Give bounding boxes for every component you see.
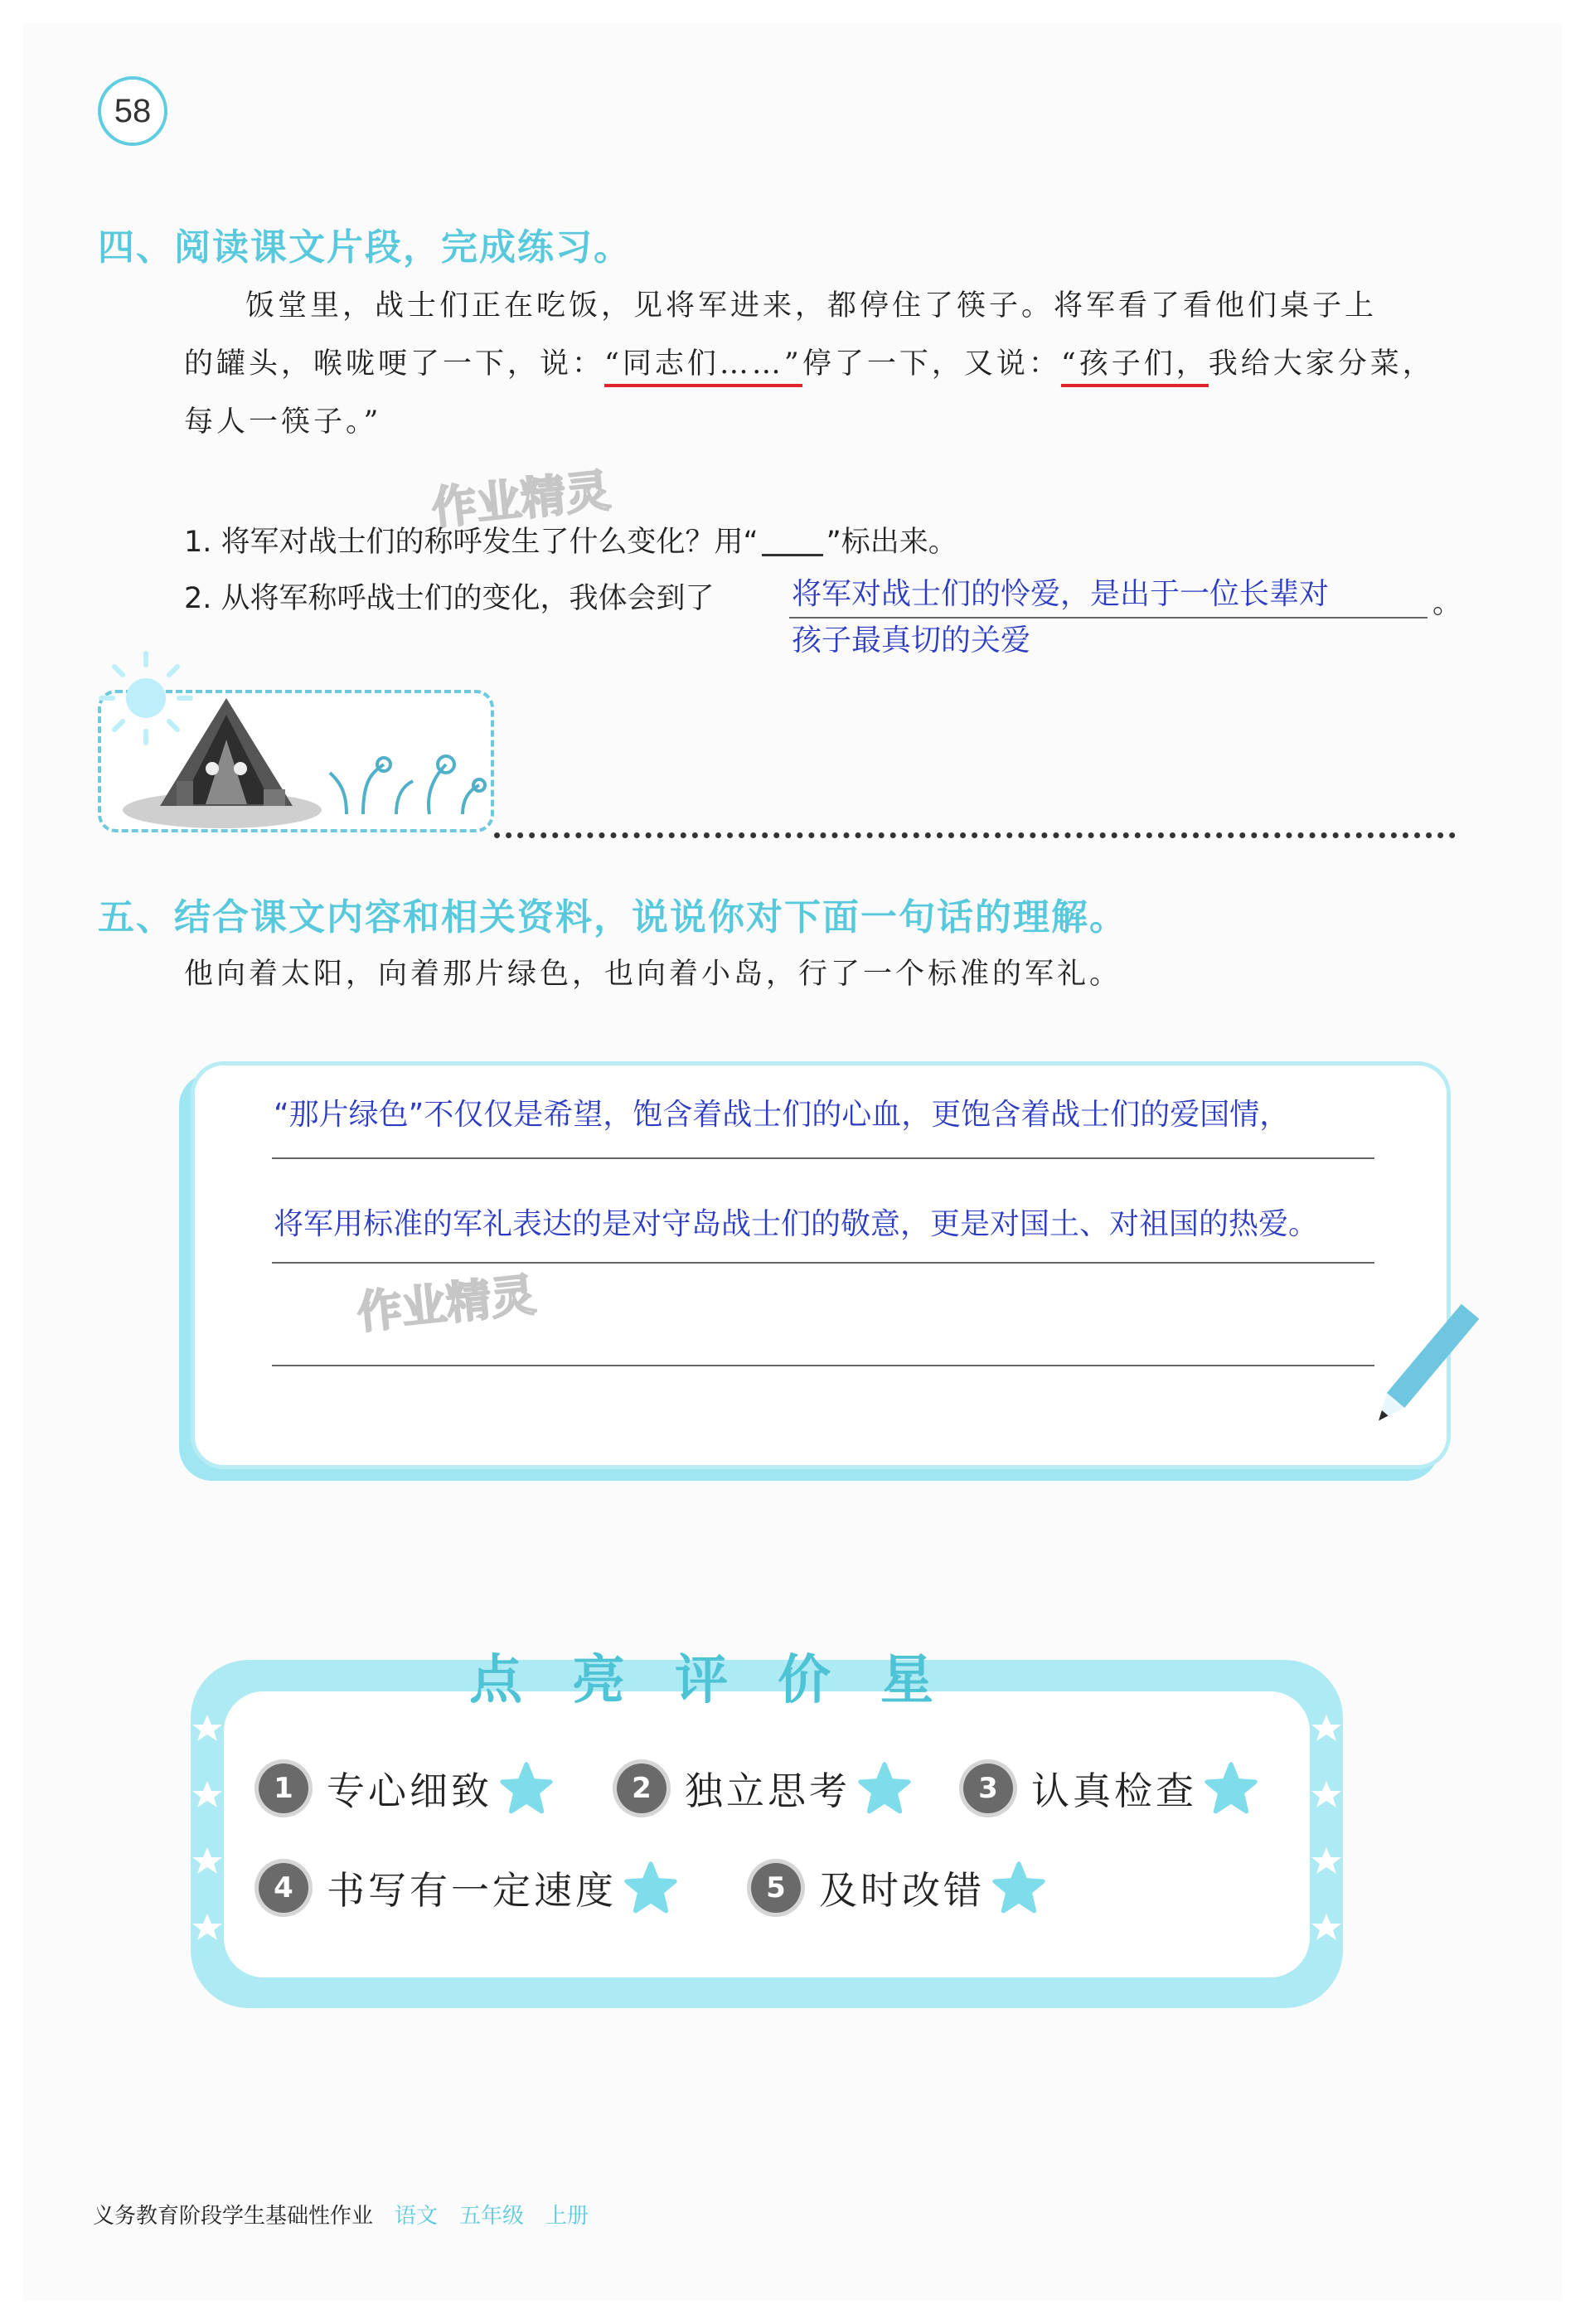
- rating-item-2[interactable]: [617, 1761, 912, 1816]
- question-2: 2. 从将军称呼战士们的变化，我体会到了: [184, 582, 715, 615]
- question-2-period: 。: [1432, 587, 1462, 620]
- decor-stars-left: [189, 1708, 225, 1990]
- rating-item-5[interactable]: [751, 1861, 1046, 1915]
- pencil-icon: [1360, 1293, 1484, 1443]
- decor-stars-right: [1308, 1708, 1345, 1990]
- answer-5-line-1: “那片绿色”不仅仅是希望，饱含着战士们的心血，更饱含着战士们的爱国情，: [274, 1098, 1290, 1132]
- star-icon[interactable]: [499, 1761, 554, 1816]
- rating-label: 书写有一定速度: [327, 1868, 617, 1913]
- writing-line-1: [272, 1157, 1374, 1159]
- footer-volume: 上册: [545, 2204, 589, 2229]
- section-5-sentence: 他向着太阳，向着那片绿色，也向着小岛，行了一个标准的军礼。: [184, 958, 1122, 991]
- rating-panel-inner: [224, 1691, 1310, 1977]
- plants-icon: [330, 756, 485, 814]
- question-1-text: 1. 将军对战士们的称呼发生了什么变化？用“: [184, 526, 759, 559]
- rating-number: 5: [751, 1863, 801, 1913]
- rating-item-1[interactable]: [259, 1761, 554, 1816]
- watermark: 作业精灵: [429, 463, 613, 536]
- question-1: [184, 519, 957, 560]
- answer-4-line-2: 孩子最真切的关爱: [792, 623, 1031, 657]
- footer-subject: 语文: [395, 2204, 439, 2229]
- underline-sample: [762, 554, 823, 556]
- passage-text: 的罐头，喉咙哽了一下，说：: [184, 347, 605, 381]
- rating-title: 点亮评价星: [469, 1650, 983, 1711]
- rating-label: 独立思考: [685, 1768, 851, 1813]
- passage-text: 停了一下，又说：: [802, 347, 1061, 381]
- passage-line-2: [184, 335, 1435, 393]
- underlined-address-children: “孩子们，: [1061, 347, 1209, 387]
- star-icon[interactable]: [623, 1861, 678, 1915]
- question-1-text-end: ”标出来。: [826, 526, 957, 559]
- section-divider: [494, 832, 1456, 838]
- footer-grade: 五年级: [459, 2204, 525, 2229]
- writing-line-3: [272, 1365, 1374, 1366]
- rating-number: 2: [617, 1764, 666, 1813]
- rating-item-3[interactable]: [963, 1761, 1258, 1816]
- page-number: 58: [98, 76, 167, 146]
- rating-item-4[interactable]: [259, 1861, 678, 1915]
- answer-4-line-1: 将军对战士们的怜爱，是出于一位长辈对: [792, 577, 1330, 611]
- footer-series: 义务教育阶段学生基础性作业: [93, 2204, 374, 2229]
- camp-illustration: [98, 648, 512, 839]
- watermark: 作业精灵: [354, 1268, 539, 1340]
- star-icon[interactable]: [991, 1861, 1046, 1915]
- passage-line-3: 每人一筷子。”: [184, 405, 382, 439]
- tent-icon: [123, 698, 322, 828]
- star-icon[interactable]: [1204, 1761, 1258, 1816]
- rating-number: 1: [259, 1764, 308, 1813]
- section-4-title: 四、阅读课文片段，完成练习。: [98, 226, 632, 269]
- rating-number: 4: [259, 1863, 308, 1913]
- answer-5-line-2: 将军用标准的军礼表达的是对守岛战士们的敬意，更是对国土、对祖国的热爱。: [274, 1207, 1319, 1241]
- footer: [93, 2199, 589, 2229]
- star-icon[interactable]: [857, 1761, 912, 1816]
- rating-label: 专心细致: [327, 1768, 492, 1813]
- rating-label: 认真检查: [1031, 1768, 1197, 1813]
- underlined-address-comrades: “同志们……”: [604, 347, 802, 387]
- rating-label: 及时改错: [819, 1868, 985, 1913]
- passage-line-1: 饭堂里，战士们正在吃饭，见将军进来，都停住了筷子。将军看了看他们桌子上: [245, 289, 1378, 323]
- sun-icon: [101, 653, 191, 743]
- rating-number: 3: [963, 1764, 1013, 1813]
- writing-line-2: [272, 1262, 1374, 1264]
- section-5-title: 五、结合课文内容和相关资料，说说你对下面一句话的理解。: [98, 896, 1127, 939]
- passage-text: 我给大家分菜，: [1208, 347, 1435, 381]
